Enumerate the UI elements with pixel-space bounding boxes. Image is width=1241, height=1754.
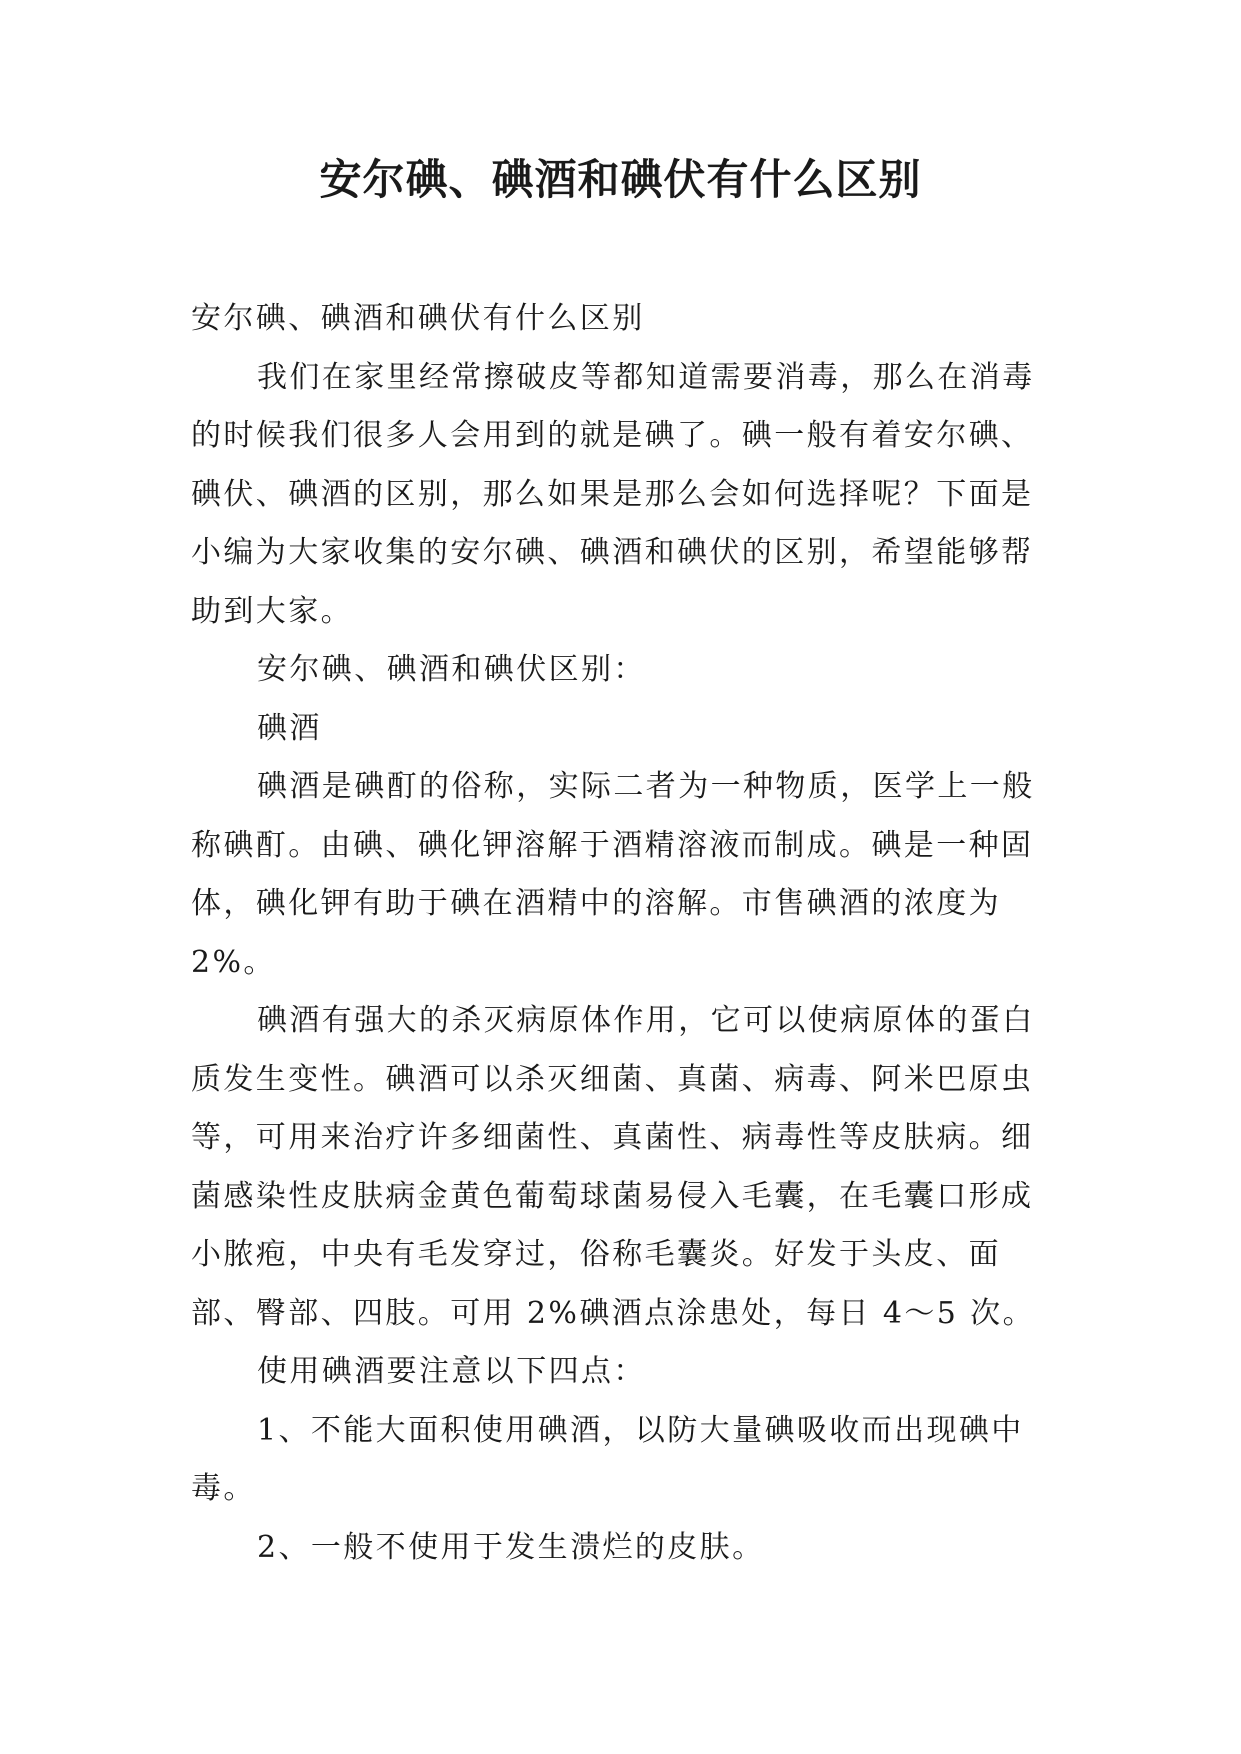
paragraph-usage-notes-heading: 使用碘酒要注意以下四点： bbox=[257, 1354, 646, 1389]
paragraph-subheading-iodine-tincture: 碘酒 bbox=[257, 710, 322, 746]
document-title: 安尔碘、碘酒和碘伏有什么区别 bbox=[319, 155, 922, 204]
document-body bbox=[191, 290, 1059, 1577]
paragraph-tincture-definition: 碘酒是碘酊的俗称，实际二者为一种物质，医学上一般称碘酊。由碘、碘化钾溶解于酒精溶液而制成。碘是一种固体，碘化钾有助于碘在酒精中的溶解。市售碘酒的浓度为2%。 bbox=[191, 769, 1035, 980]
paragraph-subtitle: 安尔碘、碘酒和碘伏有什么区别 bbox=[191, 301, 645, 336]
paragraph-note-1: 1、不能大面积使用碘酒，以防大量碘吸收而出现碘中毒。 bbox=[191, 1412, 1024, 1506]
paragraph-tincture-effects: 碘酒有强大的杀灭病原体作用，它可以使病原体的蛋白质发生变性。碘酒可以杀灭细菌、真菌、病毒、阿米巴原虫等，可用来治疗许多细菌性、真菌性、病毒性等皮肤病。细菌感染性皮肤病金黄色葡萄球菌易侵入毛囊，在毛囊口形成小脓疱，中央有毛发穿过，俗称毛囊炎。好发于头皮、面部、臀部、四肢。可用 2%碘酒点涂患处，每日 4～5 次。 bbox=[191, 1003, 1035, 1331]
paragraph-intro: 我们在家里经常擦破皮等都知道需要消毒，那么在消毒的时候我们很多人会用到的就是碘了。碘一般有着安尔碘、碘伏、碘酒的区别，那么如果是那么会如何选择呢？下面是小编为大家收集的安尔碘、碘酒和碘伏的区别，希望能够帮助到大家。 bbox=[191, 359, 1035, 629]
paragraph-section-heading: 安尔碘、碘酒和碘伏区别： bbox=[257, 652, 646, 687]
paragraph-note-2: 2、一般不使用于发生溃烂的皮肤。 bbox=[257, 1529, 765, 1565]
